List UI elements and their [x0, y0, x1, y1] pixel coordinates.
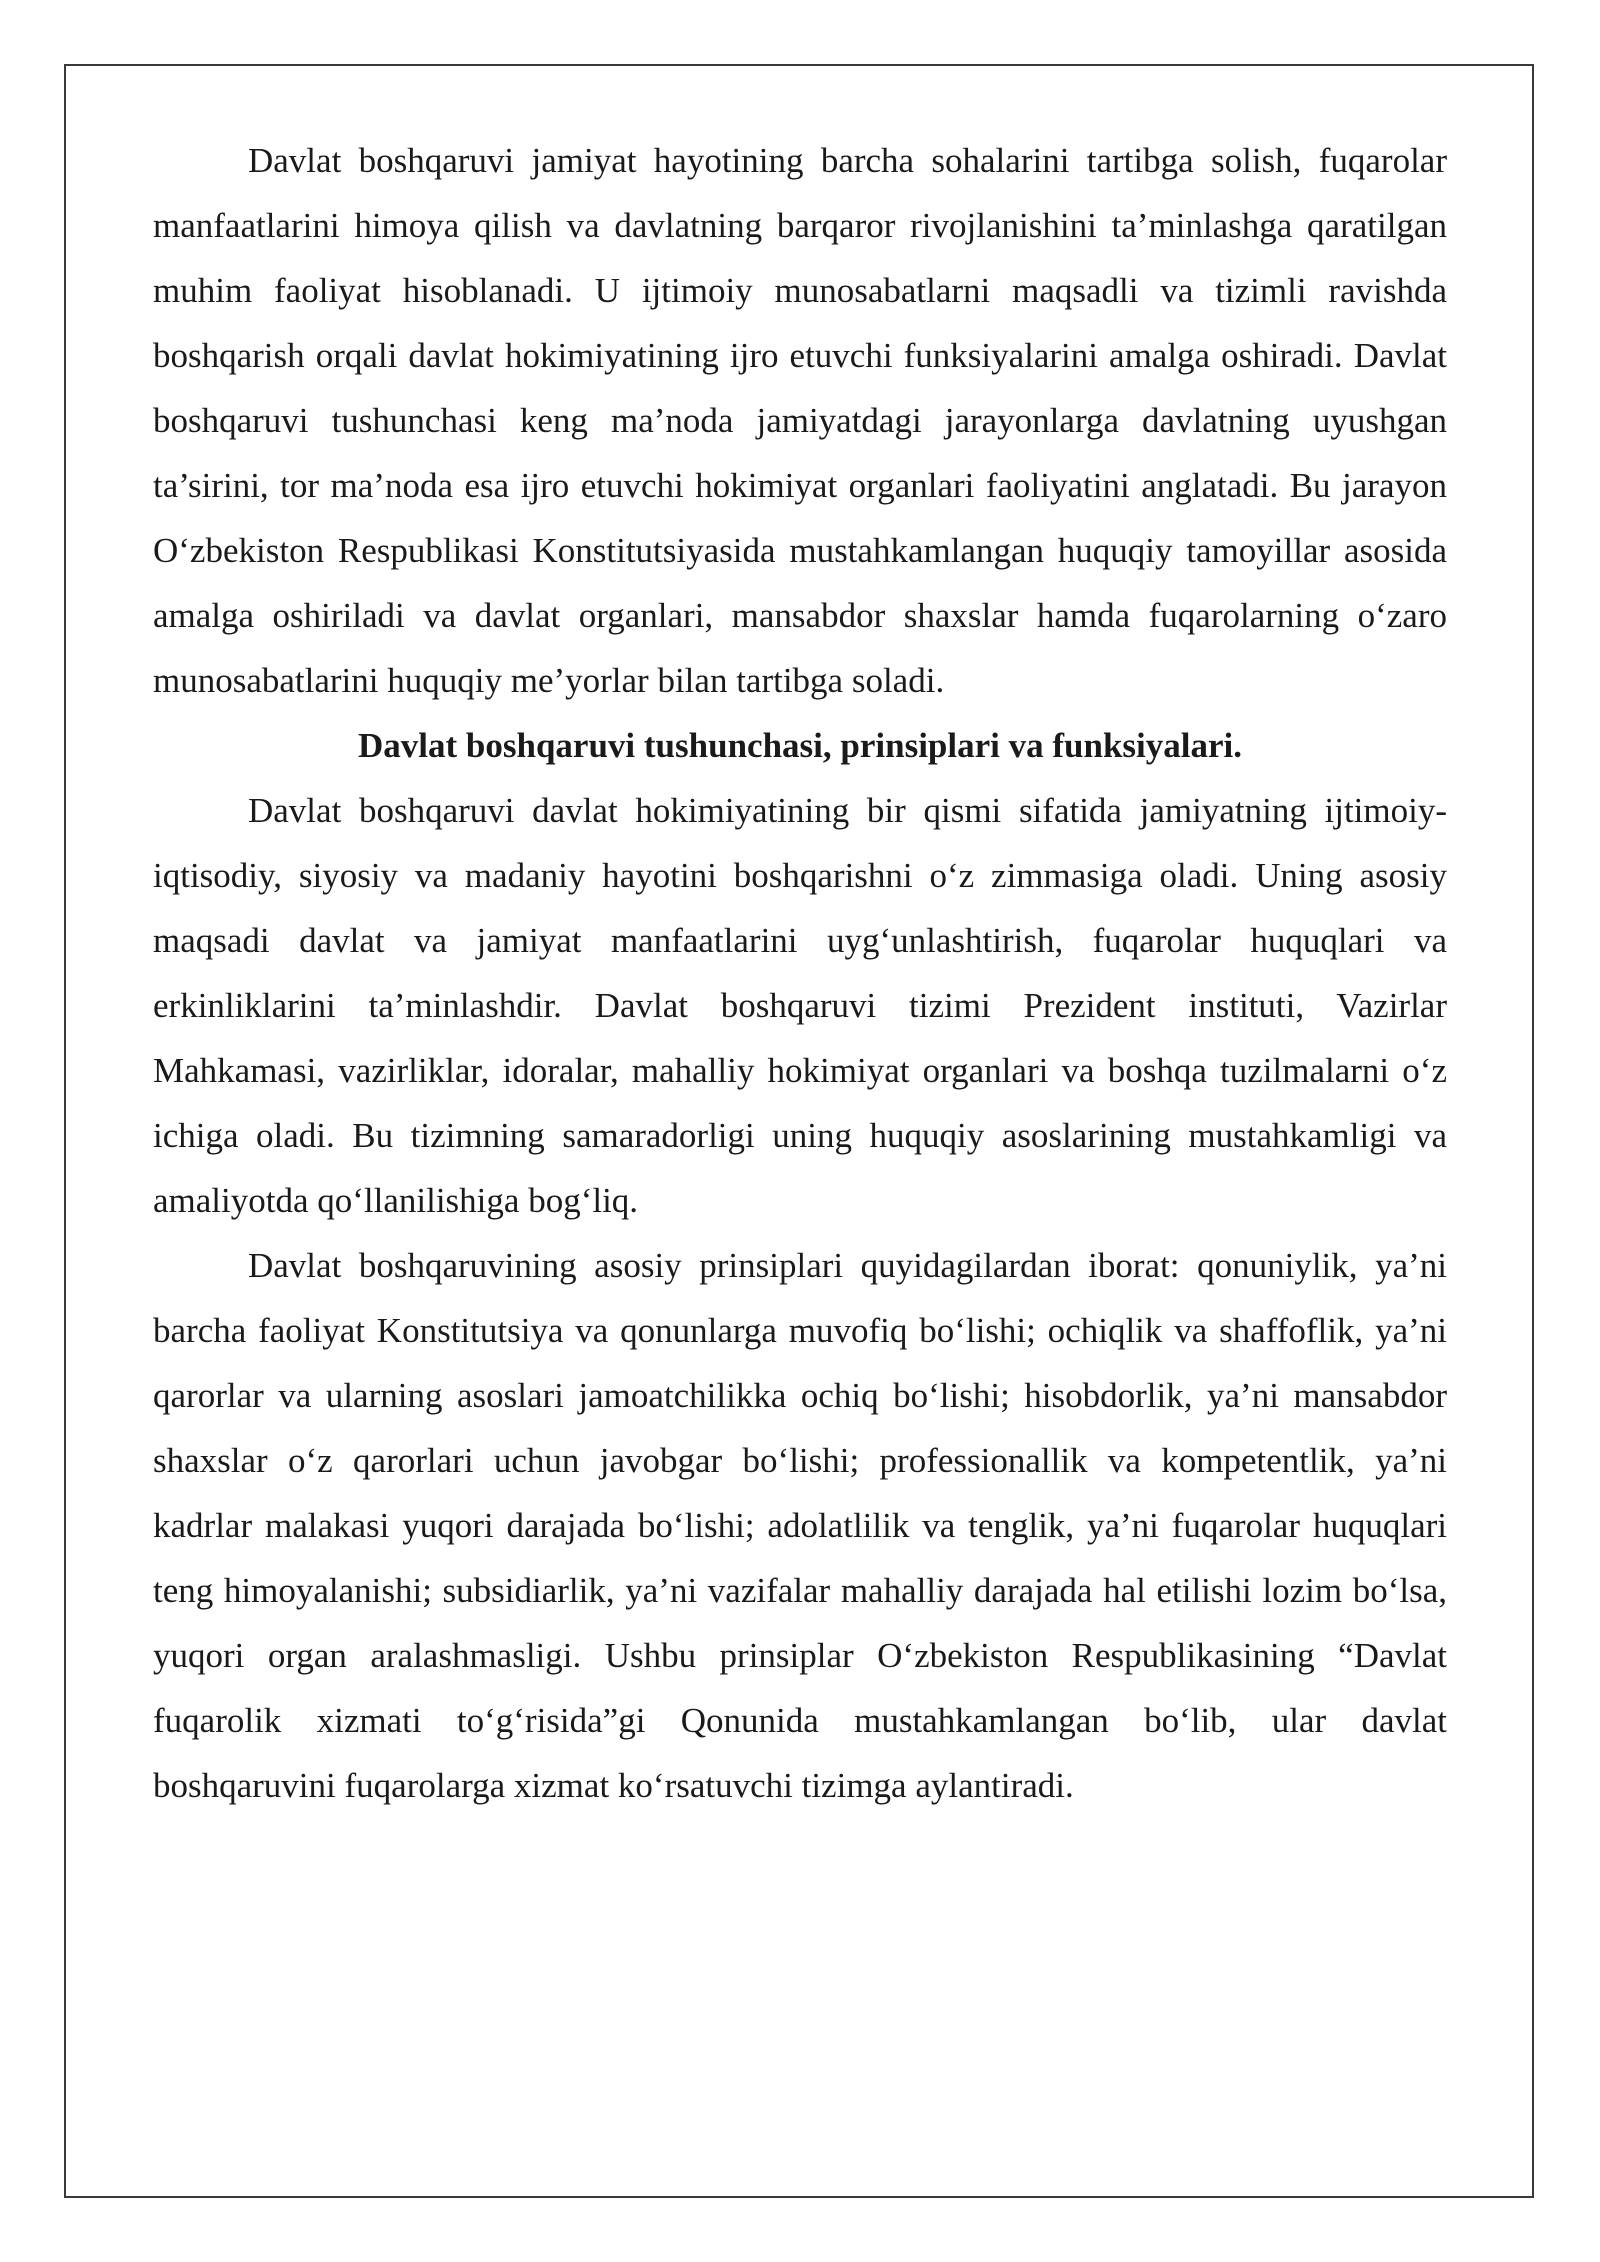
- document-body: [153, 128, 1447, 1818]
- paragraph-concept: Davlat boshqaruvi davlat hokimiyatining bir qismi sifatida jamiyatning ijtimoiy-iqtisodiy, siyosiy va madaniy hayotini boshqarishni o‘z zimmasiga oladi. Uning asosiy maqsadi davlat va jamiyat manfaatlarini uyg‘unlashtirish, fuqarolar huquqlari va erkinliklarini ta’minlashdir. Davlat boshqaruvi tizimi Prezident instituti, Vazirlar Mahkamasi, vazirliklar, idoralar, mahalliy hokimiyat organlari va boshqa tuzilmalarni o‘z ichiga oladi. Bu tizimning samaradorligi uning huquqiy asoslarining mustahkamligi va amaliyotda qo‘llanilishiga bog‘liq.: [153, 791, 1447, 1220]
- paragraph-intro: Davlat boshqaruvi jamiyat hayotining barcha sohalarini tartibga solish, fuqarolar manfaatlarini himoya qilish va davlatning barqaror rivojlanishini ta’minlashga qaratilgan muhim faoliyat hisoblanadi. U ijtimoiy munosabatlarni maqsadli va tizimli ravishda boshqarish orqali davlat hokimiyatining ijro etuvchi funksiyalarini amalga oshiradi. Davlat boshqaruvi tushunchasi keng ma’noda jamiyatdagi jarayonlarga davlatning uyushgan ta’sirini, tor ma’noda esa ijro etuvchi hokimiyat organlari faoliyatini anglatadi. Bu jarayon O‘zbekiston Respublikasi Konstitutsiyasida mustahkamlangan huquqiy tamoyillar asosida amalga oshiriladi va davlat organlari, mansabdor shaxslar hamda fuqarolarning o‘zaro munosabatlarini huquqiy me’yorlar bilan tartibga soladi.: [153, 141, 1447, 700]
- paragraph-principles: Davlat boshqaruvining asosiy prinsiplari quyidagilardan iborat: qonuniylik, ya’ni barcha faoliyat Konstitutsiya va qonunlarga muvofiq bo‘lishi; ochiqlik va shaffoflik, ya’ni qarorlar va ularning asoslari jamoatchilikka ochiq bo‘lishi; hisobdorlik, ya’ni mansabdor shaxslar o‘z qarorlari uchun javobgar bo‘lishi; professionallik va kompetentlik, ya’ni kadrlar malakasi yuqori darajada bo‘lishi; adolatlilik va tenglik, ya’ni fuqarolar huquqlari teng himoyalanishi; subsidiarlik, ya’ni vazifalar mahalliy darajada hal etilishi lozim bo‘lsa, yuqori organ aralashmasligi. Ushbu prinsiplar O‘zbekiston Respublikasining “Davlat fuqarolik xizmati to‘g‘risida”gi Qonunida mustahkamlangan bo‘lib, ular davlat boshqaruvini fuqarolarga xizmat ko‘rsatuvchi tizimga aylantiradi.: [153, 1246, 1447, 1805]
- section-heading: Davlat boshqaruvi tushunchasi, prinsiplari va funksiyalari.: [358, 726, 1242, 765]
